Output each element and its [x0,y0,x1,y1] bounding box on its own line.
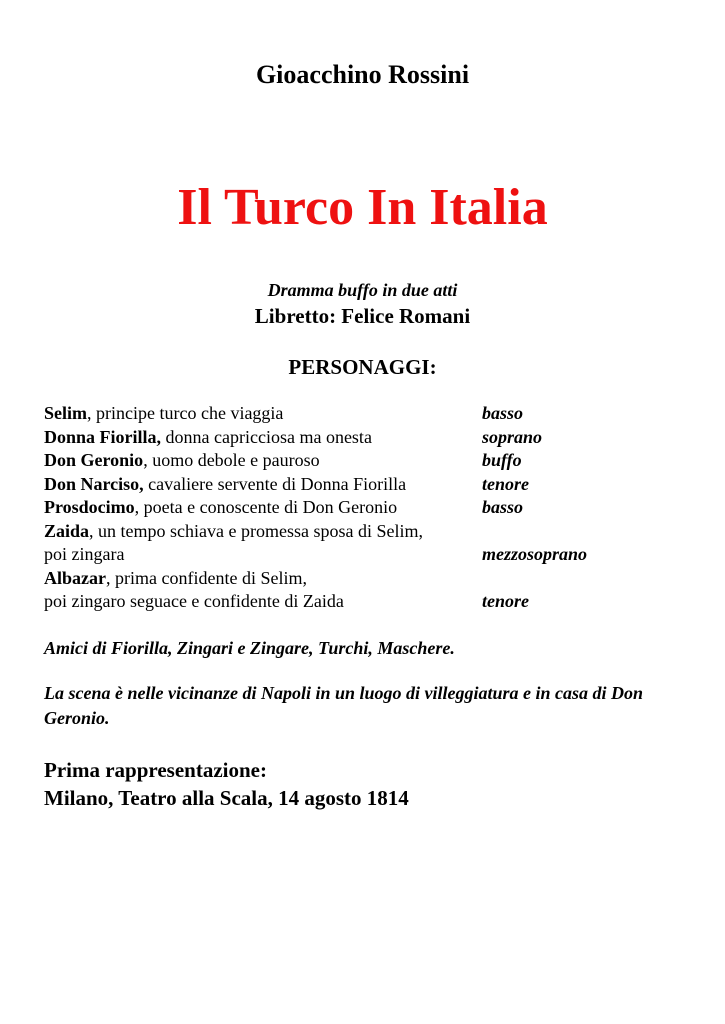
character-name: Albazar [44,567,106,588]
character-description: poi zingaro seguace e confidente di Zaida [44,591,344,611]
character-name: Don Narciso, [44,473,144,494]
scene-note: La scena è nelle vicinanze di Napoli in un luogo di villeggiatura e in casa di Don Geronio. [44,683,644,728]
voice-type: basso [482,403,524,423]
opera-title: Il Turco In Italia [177,179,548,236]
character-name: Selim [44,403,87,423]
character-name: Don Geronio [44,450,144,470]
character-description: cavaliere servente di Donna Fiorilla [143,473,407,494]
voice-type: tenore [482,473,529,494]
voice-type: soprano [482,426,543,447]
cast-row [44,426,684,450]
character-description: , un tempo schiava e promessa sposa di Selim, [89,520,423,541]
character-name: Prosdocimo [44,497,135,517]
voice-type: buffo [482,450,522,470]
cast-row [44,496,684,520]
character-name: Zaida [44,520,90,541]
voice-type: tenore [482,591,529,611]
character-description: , uomo debole e pauroso [143,450,320,470]
premiere-place: Milano, Teatro alla Scala, 14 agosto 1814 [44,786,409,810]
character-description: , principe turco che viaggia [87,403,284,423]
character-description: , poeta e conoscente di Don Geronio [134,497,398,517]
character-name: Donna Fiorilla, [44,426,162,447]
personaggi-heading: PERSONAGGI: [288,355,437,379]
libretto-credit: Libretto: Felice Romani [254,304,471,328]
character-description: poi zingara [44,544,125,564]
character-description: , prima confidente di Selim, [106,567,307,588]
character-description: donna capricciosa ma onesta [161,426,372,447]
cast-row [44,567,684,591]
composer-name: Gioacchino Rossini [255,60,470,89]
cast-row [44,473,684,497]
voice-type: mezzosoprano [482,544,588,564]
premiere-label: Prima rappresentazione: [44,758,267,782]
voice-type: basso [482,497,524,517]
cast-row [44,590,684,614]
cast-list [44,402,684,614]
cast-row [44,402,684,426]
cast-row [44,449,684,473]
opera-subtitle: Dramma buffo in due atti [267,280,458,300]
cast-row [44,520,684,544]
cast-row [44,543,684,567]
chorus-note: Amici di Fiorilla, Zingari e Zingare, Turchi, Maschere. [44,638,455,658]
